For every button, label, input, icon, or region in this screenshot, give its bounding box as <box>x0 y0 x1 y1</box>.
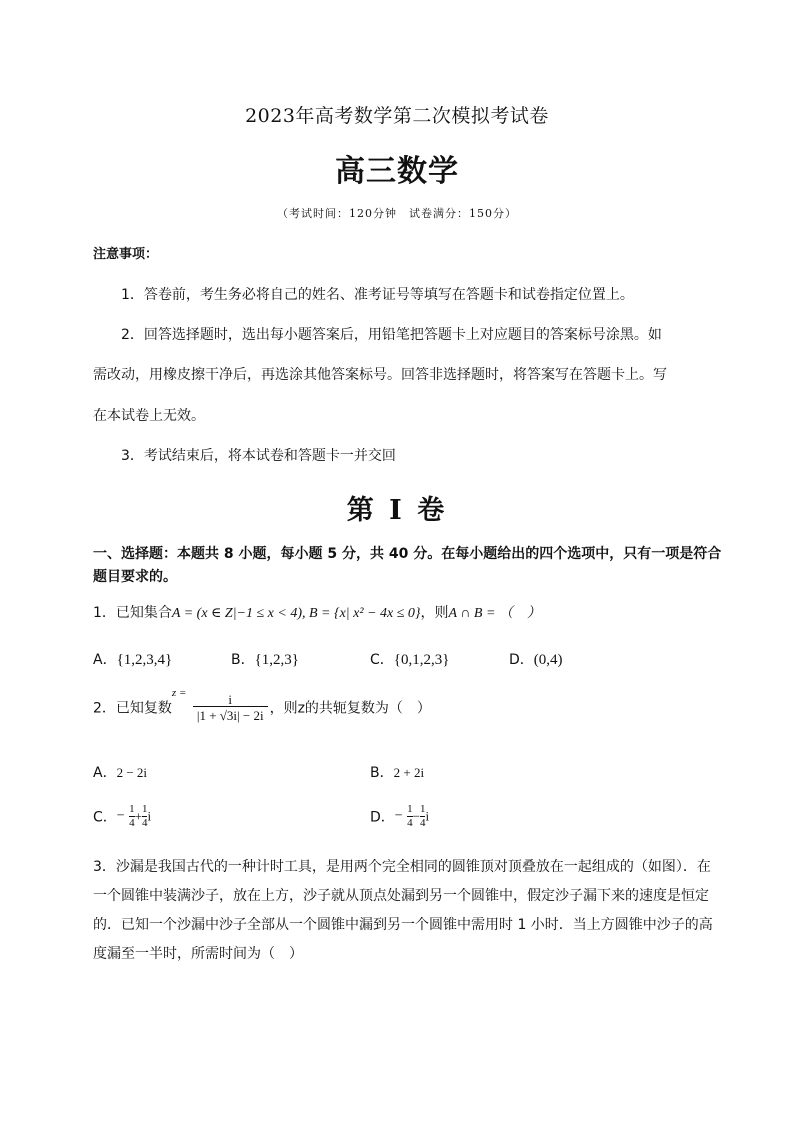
option-label: C． <box>370 652 394 668</box>
fraction-numerator: 1 <box>419 803 426 815</box>
option-imaginary-unit: i <box>147 808 152 824</box>
question-2-option-c <box>93 803 151 830</box>
exam-title: 2023年高考数学第二次模拟考试卷 <box>245 105 549 127</box>
section-title: 第 I 卷 <box>346 495 448 526</box>
question-2-prefix: 2．已知复数 <box>93 700 172 717</box>
option-label: A． <box>93 765 117 781</box>
fraction-numerator: i <box>228 692 233 707</box>
question-3-line-2: 一个圆锥中装满沙子，放在上方，沙子就从顶点处漏到另一个圆锥中，假定沙子漏下来的速度是恒定 <box>93 888 709 904</box>
option-label: A． <box>93 652 117 668</box>
note-item-3: 3．考试结束后，将本试卷和答题卡一并交回 <box>121 448 396 464</box>
question-1-sets: A = (x ∈ Z|−1 ≤ x < 4), B = {x| x² − 4x ≤ 0} <box>171 606 421 621</box>
option-label: C． <box>93 809 117 826</box>
option-value: 2 − 2i <box>116 765 148 780</box>
option-value: (0,4) <box>533 652 563 668</box>
question-3-line-1: 3．沙漏是我国古代的一种计时工具，是用两个完全相同的圆锥顶对顶叠放在一起组成的（如图）．在 <box>93 859 711 875</box>
option-value: {0,1,2,3} <box>393 652 450 668</box>
fraction-denominator: 4 <box>129 817 135 829</box>
question-1-option-d <box>509 649 563 669</box>
option-sign: − <box>116 808 125 824</box>
question-3 <box>93 853 713 969</box>
note-item-1: 1．答卷前，考生务必将自己的姓名、准考证号等填写在答题卡和试卷指定位置上。 <box>121 287 634 303</box>
question-1-suffix: ，则 <box>420 605 449 621</box>
question-1-prefix: 1．已知集合 <box>93 605 172 621</box>
fraction-denominator: 4 <box>141 817 148 829</box>
option-operator: − <box>412 808 420 824</box>
question-2 <box>93 687 431 723</box>
question-3-line-4: 度漏至一半时，所需时间为（ ） <box>93 946 303 962</box>
option-value: 2 + 2i <box>393 765 425 780</box>
fraction-denominator: 4 <box>407 817 413 829</box>
option-label: D． <box>509 652 534 668</box>
option-value: {1,2,3} <box>254 652 300 668</box>
option-label: D． <box>370 809 395 826</box>
fraction-denominator: 4 <box>419 817 426 829</box>
notes-heading: 注意事项： <box>93 247 159 262</box>
subject-title: 高三数学 <box>335 154 459 189</box>
option-sign: − <box>394 808 403 824</box>
question-1-option-a <box>93 649 172 669</box>
question-2-fraction <box>193 693 268 722</box>
question-2-suffix: ，则z的共轭复数为（ ） <box>269 700 431 717</box>
fraction-denominator: |1 + √3i| − 2i <box>193 706 268 722</box>
question-1 <box>93 602 541 622</box>
part-heading-line-2: 题目要求的。 <box>93 569 177 585</box>
question-2-z: z = <box>171 687 187 699</box>
question-2-option-a <box>93 762 147 782</box>
option-label: B． <box>231 652 255 668</box>
question-1-option-c <box>370 649 449 669</box>
option-label: B． <box>370 765 394 781</box>
note-item-2-line-3: 在本试卷上无效。 <box>93 408 205 424</box>
fraction-numerator: 1 <box>141 803 148 815</box>
fraction-numerator: 1 <box>129 803 135 815</box>
option-imaginary-unit: i <box>425 808 430 824</box>
note-item-2-line-1: 2．回答选择题时，选出每小题答案后，用铅笔把答题卡上对应题目的答案标号涂黑。如 <box>121 327 662 343</box>
option-operator: + <box>134 808 142 824</box>
option-value: {1,2,3,4} <box>116 652 173 668</box>
question-1-expr: A ∩ B = （ ） <box>448 606 541 621</box>
part-heading-line-1: 一、选择题：本题共 8 小题，每小题 5 分，共 40 分。在每小题给出的四个选项中，只有一项是符合 <box>93 546 722 562</box>
note-item-2-line-2: 需改动，用橡皮擦干净后，再选涂其他答案标号。回答非选择题时，将答案写在答题卡上。写 <box>93 367 667 383</box>
exam-info: （考试时间：120分钟 试卷满分：150分） <box>277 207 517 220</box>
question-1-option-b <box>231 649 299 669</box>
question-2-option-b <box>370 762 424 782</box>
question-3-line-3: 的．已知一个沙漏中沙子全部从一个圆锥中漏到另一个圆锥中需用时 1 小时．当上方圆锥中沙子的高 <box>93 917 713 933</box>
question-2-option-d <box>370 803 429 830</box>
fraction-numerator: 1 <box>407 803 413 815</box>
